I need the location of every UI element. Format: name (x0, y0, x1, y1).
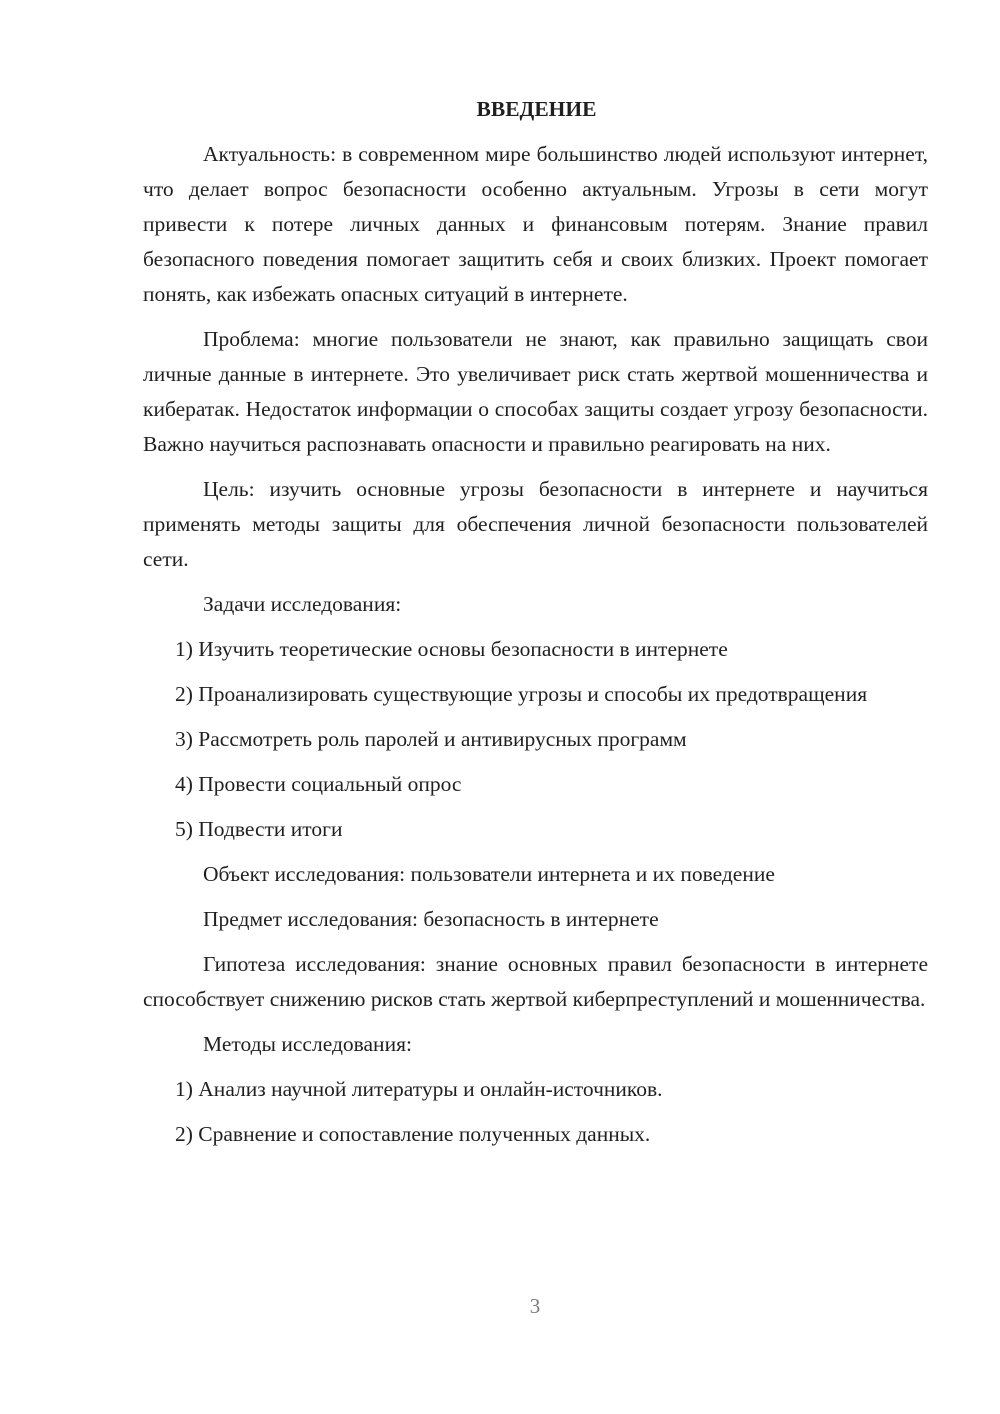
task-item: 4) Провести социальный опрос (175, 772, 462, 796)
problem-paragraph: Проблема: многие пользователи не знают, как правильно защищать свои личные данные в интернете. Это увеличивает риск стать жертвой мошенничества и кибератак. Недостаток информации о способах защиты создает угрозу безопасности. Важно научиться распознавать опасности и правильно реагировать на них. (143, 327, 928, 456)
methods-heading: Методы исследования: (203, 1032, 412, 1056)
task-item: 3) Рассмотреть роль паролей и антивирусных программ (175, 727, 687, 751)
subject-line: Предмет исследования: безопасность в интернете (203, 907, 659, 931)
page-content (143, 92, 928, 1162)
goal-paragraph: Цель: изучить основные угрозы безопасности в интернете и научиться применять методы защиты для обеспечения личной безопасности пользователей сети. (143, 477, 928, 571)
task-item: 5) Подвести итоги (175, 817, 343, 841)
relevance-paragraph: Актуальность: в современном мире большинство людей используют интернет, что делает вопрос безопасности особенно актуальным. Угрозы в сети могут привести к потере личных данных и финансовым потерям. Знание правил безопасного поведения помогает защитить себя и своих близких. Проект помогает понять, как избежать опасных ситуаций в интернете. (143, 142, 928, 306)
task-item: 2) Проанализировать существующие угрозы и способы их предотвращения (175, 682, 868, 706)
method-item: 1) Анализ научной литературы и онлайн-источников. (175, 1077, 663, 1101)
tasks-heading: Задачи исследования: (203, 592, 402, 616)
hypothesis-paragraph: Гипотеза исследования: знание основных правил безопасности в интернете способствует снижению рисков стать жертвой киберпреступлений и мошенничества. (143, 952, 928, 1011)
object-line: Объект исследования: пользователи интернета и их поведение (203, 862, 775, 886)
method-item: 2) Сравнение и сопоставление полученных данных. (175, 1122, 651, 1146)
section-title: ВВЕДЕНИЕ (476, 97, 597, 121)
page-number: 3 (529, 1294, 541, 1318)
task-item: 1) Изучить теоретические основы безопасности в интернете (175, 637, 728, 661)
